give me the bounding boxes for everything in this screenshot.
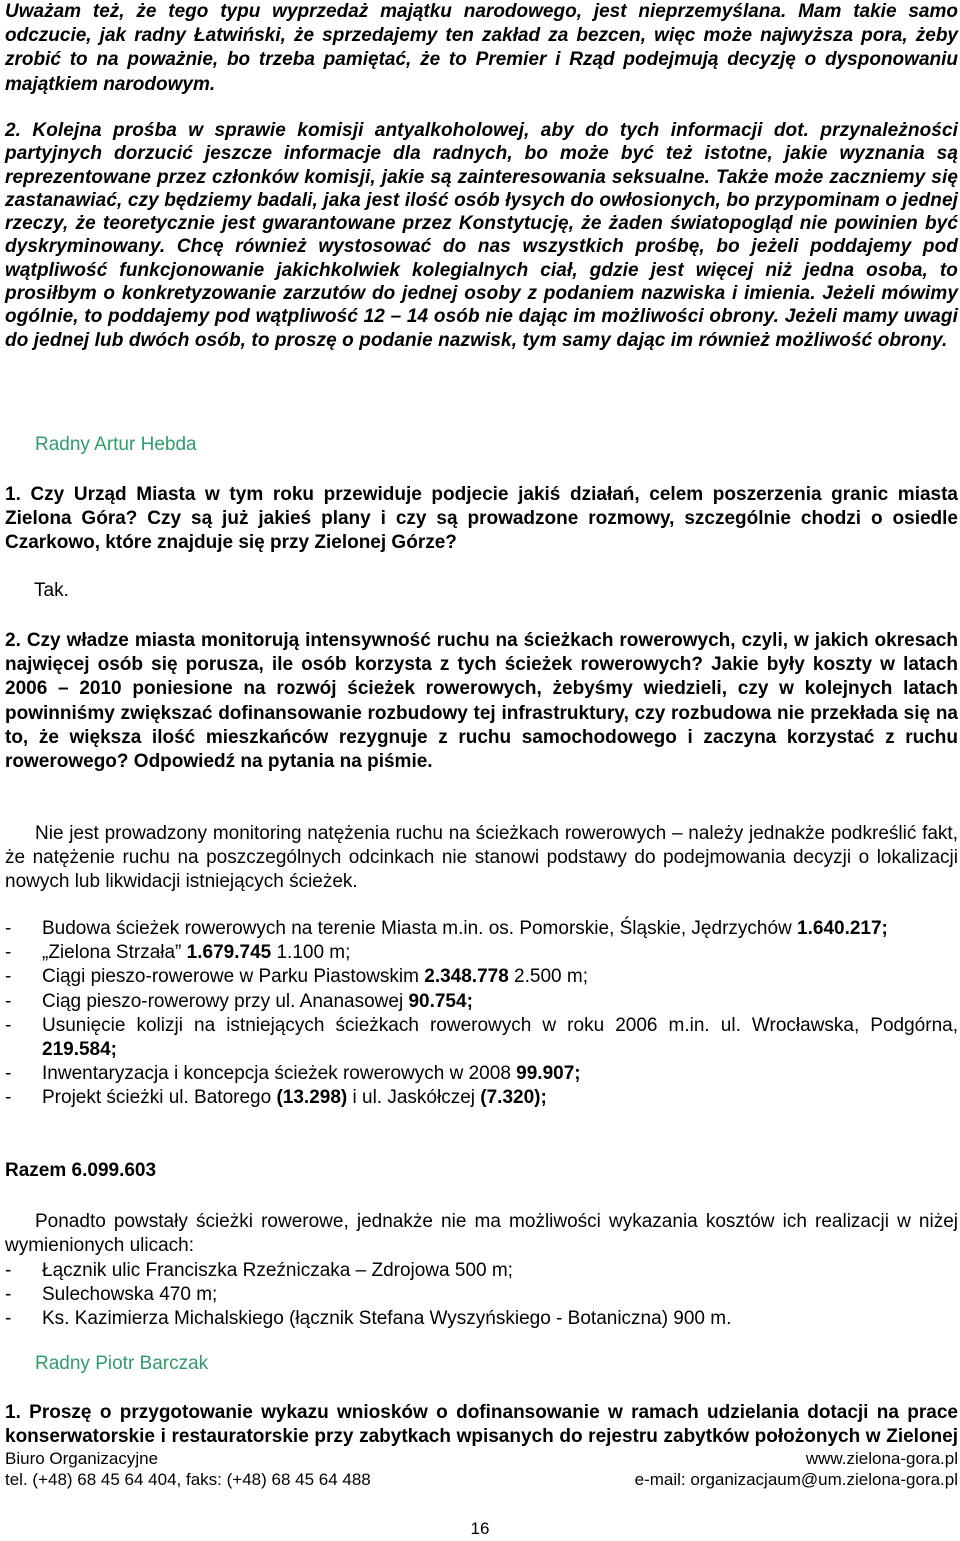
list-dash: - bbox=[5, 1284, 12, 1306]
list-dash: - bbox=[5, 1063, 12, 1085]
list-item bbox=[5, 1086, 958, 1110]
list-item bbox=[5, 1307, 958, 1331]
footer-row-1 bbox=[5, 1448, 958, 1469]
total-amount: Razem 6.099.603 bbox=[5, 1160, 157, 1181]
additional-intro: Ponadto powstały ścieżki rowerowe, jednakże nie ma możliwości wykazania kosztów ich realizacji w niżej wymienionych ulicach: bbox=[5, 1211, 958, 1257]
list-item-amount: 99.907; bbox=[516, 1063, 581, 1085]
list-item-text-2: i ul. Jaskółczej bbox=[347, 1087, 481, 1109]
list-item-amount: 219.584; bbox=[42, 1039, 118, 1061]
list-item-text: Projekt ścieżki ul. Batorego bbox=[42, 1087, 277, 1109]
list-item-amount: 2.348.778 bbox=[424, 966, 509, 988]
list-dash: - bbox=[5, 942, 12, 964]
list-item-text: Budowa ścieżek rowerowych na terenie Miasta m.in. os. Pomorskie, Śląskie, Jędrzychów bbox=[42, 918, 798, 939]
barczak-question-1: 1. Proszę o przygotowanie wykazu wniosków o dofinansowanie w ramach udzielania dotacji na prace konserwatorskie i restauratorskie przy zabytkach wpisanych do rejestru zabytków położonych w Zielonej bbox=[5, 1402, 958, 1448]
list-item-length: 2.500 m; bbox=[508, 966, 588, 988]
list-item-text: Usunięcie kolizji na istniejących ścieżkach rowerowych w roku 2006 m.in. ul. Wrocławska, Podgórna, bbox=[42, 1014, 958, 1036]
question-2-paragraph: 2. Kolejna prośba w sprawie komisji antyalkoholowej, aby do tych informacji dot. przynależności partyjnych dorzucić jeszcze informacje dla radnych, bo może być też istotne, jakie wyznania są reprezentowane przez członków komisji, jakie są zainteresowania seksualne. Także może zaczniemy się zastanawiać, czy będziemy badali, jaka jest ilość osób łysych do owłosionych, bo przypominam o jednej rzeczy, że teoretycznie jest gwarantowane przez Konstytucję, że żaden światopogląd nie powinien być dyskryminowany. Chcę również wystosować do nas wszystkich prośbę, bo jeżeli poddajemy pod wątpliwość funkcjonowanie jakichkolwiek kolegialnych ciał, gdzie jest więcej niż jedna osoba, to prosiłbym o konkretyzowanie zarzutów do jednej osoby z podaniem nazwiska i imienia. Jeżeli mówimy ogólnie, to poddajemy pod wątpliwość 12 – 14 osób nie dając im możliwości obrony. Jeżeli mamy uwagi do jednej lub dwóch osób, to proszę o podanie nazwisk, tym samy dając im również możliwość obrony. bbox=[5, 120, 958, 351]
list-item bbox=[5, 1062, 958, 1086]
list-item bbox=[5, 965, 958, 989]
footer-website-link[interactable]: www.zielona-gora.pl bbox=[805, 1449, 958, 1468]
list-item-text: Sulechowska 470 m; bbox=[42, 1284, 218, 1306]
list-dash: - bbox=[5, 918, 12, 939]
footer-row-2 bbox=[5, 1469, 958, 1490]
list-item-amount-2: (7.320); bbox=[480, 1087, 547, 1109]
list-dash: - bbox=[5, 966, 12, 988]
list-item-text: Łącznik ulic Franciszka Rzeźniczaka – Zdrojowa 500 m; bbox=[42, 1260, 513, 1281]
list-item bbox=[5, 917, 958, 941]
list-item-amount: (13.298) bbox=[276, 1087, 348, 1109]
list-item bbox=[5, 1014, 958, 1062]
hebda-answer-2: Nie jest prowadzony monitoring natężenia ruchu na ścieżkach rowerowych – należy jednakże podkreślić fakt, że natężenie ruchu na poszczególnych odcinkach nie stanowi podstawy do podejmowania decyzji o lokalizacji nowych lub likwidacji istniejących ścieżek. bbox=[5, 823, 958, 893]
list-item-amount: 1.640.217; bbox=[797, 918, 888, 939]
list-item-amount: 1.679.745 bbox=[186, 942, 272, 964]
list-item-text: Inwentaryzacja i koncepcja ścieżek rowerowych w 2008 bbox=[42, 1063, 517, 1085]
list-dash: - bbox=[5, 1308, 12, 1330]
list-item bbox=[5, 1259, 958, 1283]
streets-list bbox=[5, 1259, 958, 1332]
footer-office-name: Biuro Organizacyjne bbox=[5, 1449, 159, 1468]
footer-phone-fax: tel. (+48) 68 45 64 404, faks: (+48) 68 45 64 488 bbox=[5, 1470, 371, 1489]
list-dash: - bbox=[5, 1260, 12, 1281]
hebda-question-1: 1. Czy Urząd Miasta w tym roku przewiduje podjecie jakiś działań, celem poszerzenia granic miasta Zielona Góra? Czy są już jakieś plany i czy są prowadzone rozmowy, szczególnie chodzi o osiedle Czarkowo, które znajduje się przy Zielonej Górze? bbox=[5, 484, 958, 554]
list-item-text: Ks. Kazimierza Michalskiego (łącznik Stefana Wyszyńskiego - Botaniczna) 900 m. bbox=[42, 1308, 732, 1330]
list-dash: - bbox=[5, 1014, 12, 1036]
list-item bbox=[5, 941, 958, 965]
list-item bbox=[5, 990, 958, 1014]
hebda-answer-1: Tak. bbox=[34, 580, 69, 601]
list-item-text: Ciągi pieszo-rowerowe w Parku Piastowskim bbox=[42, 966, 425, 988]
list-item-text: Ciąg pieszo-rowerowy przy ul. Ananasowej bbox=[42, 990, 409, 1012]
speaker-piotr-barczak: Radny Piotr Barczak bbox=[35, 1353, 209, 1374]
list-dash: - bbox=[5, 1087, 12, 1109]
list-item bbox=[5, 1283, 958, 1307]
hebda-question-2: 2. Czy władze miasta monitorują intensywność ruchu na ścieżkach rowerowych, czyli, w jakich okresach najwięcej osób się porusza, ile osób korzysta z tych ścieżek rowerowych? Jakie były koszty w latach 2006 – 2010 poniesione na rozwój ścieżek rowerowych, żebyśmy wiedzieli, czy w kolejnych latach powinniśmy zwiększać dofinansowanie rozbudowy tej infrastruktury, czy rozbudowa nie przekłada się na to, że większa ilość mieszkańców rezygnuje z ruchu samochodowego i zaczyna korzystać z ruchu rowerowego? Odpowiedź na pytania na piśmie. bbox=[5, 630, 958, 773]
footer-email-link[interactable]: e-mail: organizacjaum@um.zielona-gora.pl bbox=[634, 1470, 958, 1489]
page-number: 16 bbox=[470, 1519, 490, 1538]
list-item-amount: 90.754; bbox=[408, 990, 473, 1012]
speaker-artur-hebda: Radny Artur Hebda bbox=[35, 434, 197, 455]
list-item-length: 1.100 m; bbox=[271, 942, 351, 964]
cost-list bbox=[5, 917, 958, 1111]
page-footer bbox=[5, 1448, 958, 1490]
list-dash: - bbox=[5, 990, 12, 1012]
list-item-text: „Zielona Strzała” bbox=[42, 942, 187, 964]
intro-paragraph: Uważam też, że tego typu wyprzedaż majątku narodowego, jest nieprzemyślana. Mam takie samo odczucie, jak radny Łatwiński, że sprzedajemy ten zakład za bezcen, więc może najwyższa pora, żeby zrobić to na poważnie, bo trzeba pamiętać, że to Premier i Rząd podejmują decyzję o dysponowaniu majątkiem narodowym. bbox=[5, 1, 958, 95]
